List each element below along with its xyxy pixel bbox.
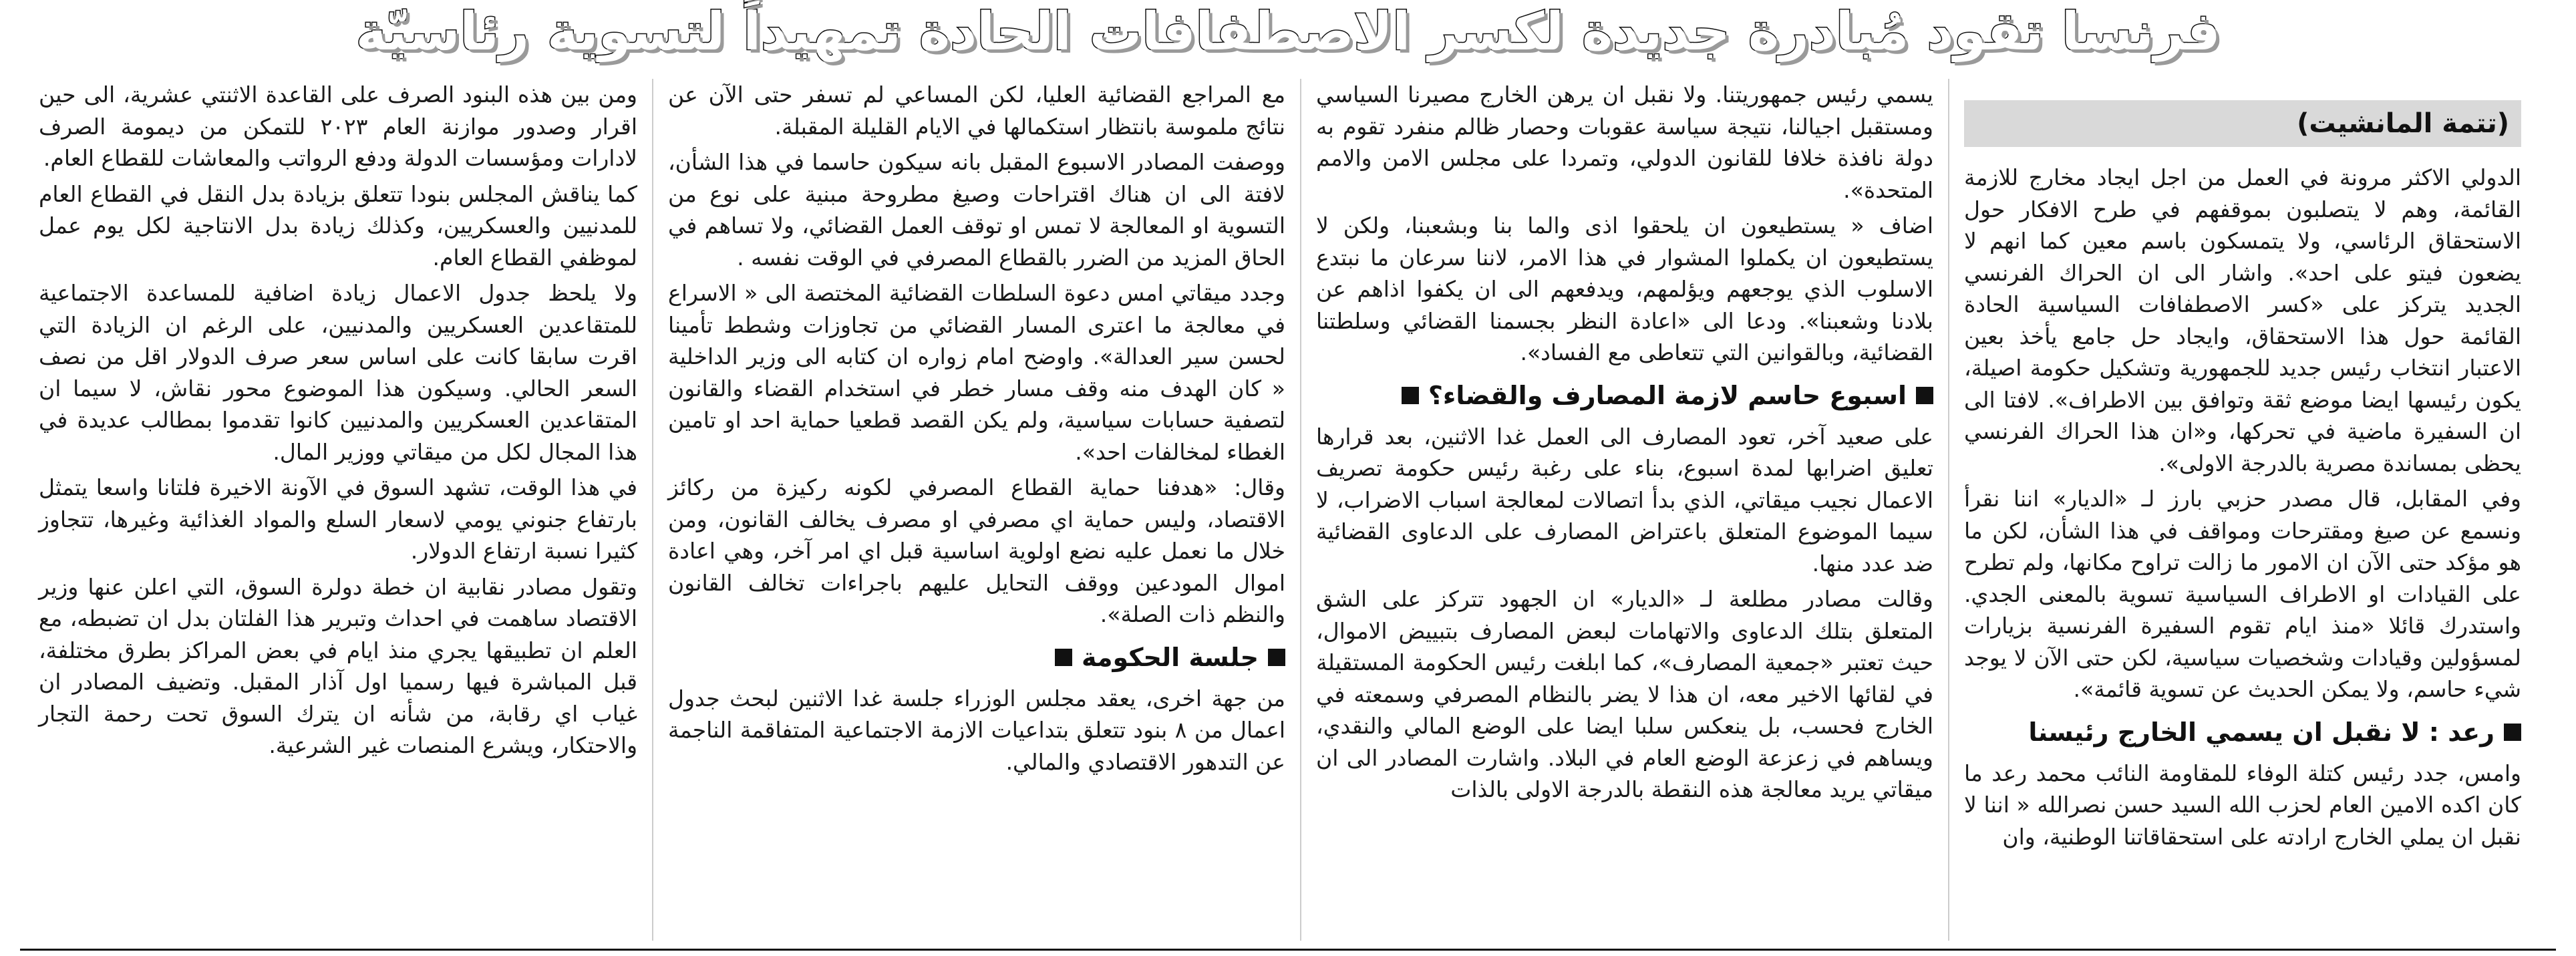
section-heading [1316,378,1933,413]
paragraph: وفي المقابل، قال مصدر حزبي بارز لـ «الديار» اننا نقرأ ونسمع عن صيغ ومقترحات ومواقف في هذا الشأن، لكن ما هو مؤكد حتى الآن ان الامور ما زالت تراوح مكانها، ولم تطرح على القيادات او الاطراف السياسية تسوية بالمعنى الجدي. واستدرك قائلا «منذ ايام تقوم السفيرة الفرنسية بزيارات لمسؤولين وقيادات وشخصيات سياسية، لكن حتى الآن لا يوجد شيء حاسم، ولا يمكن الحديث عن تسوية قائمة». [1964,486,2521,702]
paragraph: من جهة اخرى، يعقد مجلس الوزراء جلسة غدا الاثنين لبحث جدول اعمال من ٨ بنود تتعلق بتداعيات الازمة الاجتماعية المتفاقمة الناجمة عن التدهور الاقتصادي والمالي. [668,685,1286,775]
continuation-box [1964,100,2521,147]
square-bullet-icon [1268,649,1285,666]
paragraph: كما يناقش المجلس بنودا تتعلق بزيادة بدل النقل في القطاع العام للمدنيين والعسكريين، وكذلك زيادة بدل الانتاجية لكل يوم عمل لموظفي القطاع العام. [39,180,637,271]
paragraph: ومن بين هذه البنود الصرف على القاعدة الاثنتي عشرية، الى حين اقرار وصدور موازنة العام ٢٠٢٣ للتمكن من ديمومة الصرف لادارات ومؤسسات الدولة ودفع الرواتب والمعاشات للقطاع العام. [39,82,638,171]
square-bullet-icon [1055,649,1072,666]
section-heading-text: رعد : لا نقبل ان يسمي الخارج رئيسنا [2028,717,2494,747]
paragraph: وجدد ميقاتي امس دعوة السلطات القضائية المختصة الى « الاسراع في معالجة ما اعترى المسار القضائي من تجاوزات وشطط تأمينا لحسن سير العدالة». واوضح امام زواره ان كتابه الى وزير الداخلية « كان الهدف منه وقف مسار خطر في استخدام القضاء والقانون لتصفية حسابات سياسية، ولم يكن القصد قطعيا حماية احد او تامين الغطاء لمخالفات احد». [668,280,1285,465]
square-bullet-icon [1402,387,1419,404]
section-heading [1964,715,2521,750]
section-heading-text: جلسة الحكومة [1081,642,1259,672]
paragraph: اضاف « يستطيعون ان يلحقوا اذى والما بنا وبشعبنا، ولكن لا يستطيعون ان يكملوا المشوار في هذا الامر، لاننا سرعان ما نبتدع الاسلوب الذي يوجعهم ويؤلمهم، ويدفعهم الى ان يكفوا اذاهم عن بلادنا وشعبنا». ودعا الى «اعادة النظر بجسمنا القضائي وسلطتنا القضائية، وبالقوانين التي تتعاطى مع الفساد». [1316,212,1933,365]
paragraph: في هذا الوقت، تشهد السوق في الآونة الاخيرة فلتانا واسعا يتمثل بارتفاع جنوني يومي لاسعار السلع والمواد الغذائية وغيرها، تتجاوز كثيرا نسبة ارتفاع الدولار. [39,474,637,564]
paragraph: على صعيد آخر، تعود المصارف الى العمل غدا الاثنين، بعد قرارها تعليق اضرابها لمدة اسبوع، بناء على رغبة رئيس حكومة تصريف الاعمال نجيب ميقاتي، الذي بدأ اتصالات لمعالجة اسباب الاضراب، لا سيما الموضوع المتعلق باعتراض المصارف على الدعاوى القضائية ضد عدد منها. [1316,423,1933,577]
square-bullet-icon [2504,724,2521,741]
paragraph: وقالت مصادر مطلعة لـ «الديار» ان الجهود تتركز على الشق المتعلق بتلك الدعاوى والاتهامات لبعض المصارف بتبييض الاموال، حيث تعتبر «جمعية المصارف»، كما ابلغت رئيس الحكومة المستقيلة في لقائها الاخير معه، ان هذا لا يضر بالنظام المصرفي وسمعته في الخارج فحسب، بل ينعكس سلبا ايضا على الوضع المالي والنقدي، ويساهم في زعزعة الوضع العام في البلاد. واشارت المصادر الى ان ميقاتي يريد معالجة هذه النقطة بالدرجة الاولى بالذات [1316,586,1933,802]
column-4 [24,79,652,941]
paragraph: مع المراجع القضائية العليا، لكن المساعي لم تسفر حتى الآن عن نتائج ملموسة بانتظار استكمالها في الايام القليلة المقبلة. [668,82,1285,140]
paragraph: وقال: «هدفنا حماية القطاع المصرفي لكونه ركيزة من ركائز الاقتصاد، وليس حماية اي مصرفي او مصرف يخالف القانون، ومن خلال ما نعمل عليه نضع اولوية اساسية قبل اي امر آخر، وهي اعادة اموال المودعين ووقف التحايل عليهم باجراءات تخالف القانون والنظم ذات الصلة». [668,474,1285,627]
paragraph: الدولي الاكثر مرونة في العمل من اجل ايجاد مخارج للازمة القائمة، وهم لا يتصلبون بموقفهم في طرح الافكار حول الاستحقاق الرئاسي، ولا يتمسكون باسم معين كما انهم لا يضعون فيتو على احد». واشار الى ان الحراك الفرنسي الجديد يتركز على «كسر الاصطفافات السياسية الحادة القائمة حول هذا الاستحقاق، وايجاد حل جامع يأخذ بعين الاعتبار انتخاب رئيس جديد للجمهورية وتشكيل حكومة اصيلة، يكون رئيسها ايضا موضع ثقة وتوافق بين الاطراف». لافتا الى ان السفيرة ماضية في تحركها، و«ان هذا الحراك الفرنسي يحظى بمساندة مصرية بالدرجة الاولى». [1964,164,2521,476]
paragraph: ووصفت المصادر الاسبوع المقبل بانه سيكون حاسما في هذا الشأن، لافتة الى ان هناك اقتراحات وصيغ مطروحة مبنية على نوع من التسوية او المعالجة لا تمس او توقف العمل القضائي، ولا تساهم في الحاق المزيد من الضرر بالقطاع المصرفي في الوقت نفسه . [668,149,1285,271]
paragraph: وامس، جدد رئيس كتلة الوفاء للمقاومة النائب محمد رعد ما كان اكده الامين العام لحزب الله السيد حسن نصرالله « اننا لا نقبل ان يملي الخارج ارادته على استحقاقاتنا الوطنية، وان [1964,760,2521,850]
column-3 [652,79,1300,941]
article-columns [24,79,2536,941]
column-1 [1948,79,2536,941]
paragraph: وتقول مصادر نقابية ان خطة دولرة السوق، التي اعلن عنها وزير الاقتصاد ساهمت في احداث وتبرير هذا الفلتان بدل ان تضبطه، مع العلم ان تطبيقها يجري منذ ايام في بعض المراكز بطرق مختلفة، قبل المباشرة فيها رسميا اول آذار المقبل. وتضيف المصادر ان غياب اي رقابة، من شأنه ان يترك السوق تحت رحمة التجار والاحتكار، ويشرع المنصات غير الشرعية. [39,573,637,758]
section-heading [668,640,1285,675]
square-bullet-icon [1916,387,1933,404]
paragraph: ولا يلحظ جدول الاعمال زيادة اضافية للمساعدة الاجتماعية للمتقاعدين العسكريين والمدنيين، على الرغم ان الزيادة التي اقرت سابقا كانت على اساس سعر صرف الدولار اقل من نصف السعر الحالي. وسيكون هذا الموضوع محور نقاش، لا سيما ان المتقاعدين العسكريين والمدنيين كانوا تقدموا بمطالب عديدة في هذا المجال لكل من ميقاتي ووزير المال. [39,280,637,465]
paragraph: يسمي رئيس جمهوريتنا. ولا نقبل ان يرهن الخارج مصيرنا السياسي ومستقبل اجيالنا، نتيجة سياسة عقوبات وحصار ظالم منفرد تقوم به دولة نافذة خلافا للقانون الدولي، وتمردا على مجلس الامن والامم المتحدة». [1316,82,1933,203]
column-2 [1300,79,1948,941]
continuation-label: (تتمة المانشيت) [2297,108,2509,139]
bottom-rule [20,949,2556,951]
section-heading-text: اسبوع حاسم لازمة المصارف والقضاء؟ [1428,380,1907,410]
page-headline: فرنسا تقود مُبادرة جديدة لكسر الاصطفافات الحادة تمهيداً لتسوية رئاسيّة [355,2,2221,62]
